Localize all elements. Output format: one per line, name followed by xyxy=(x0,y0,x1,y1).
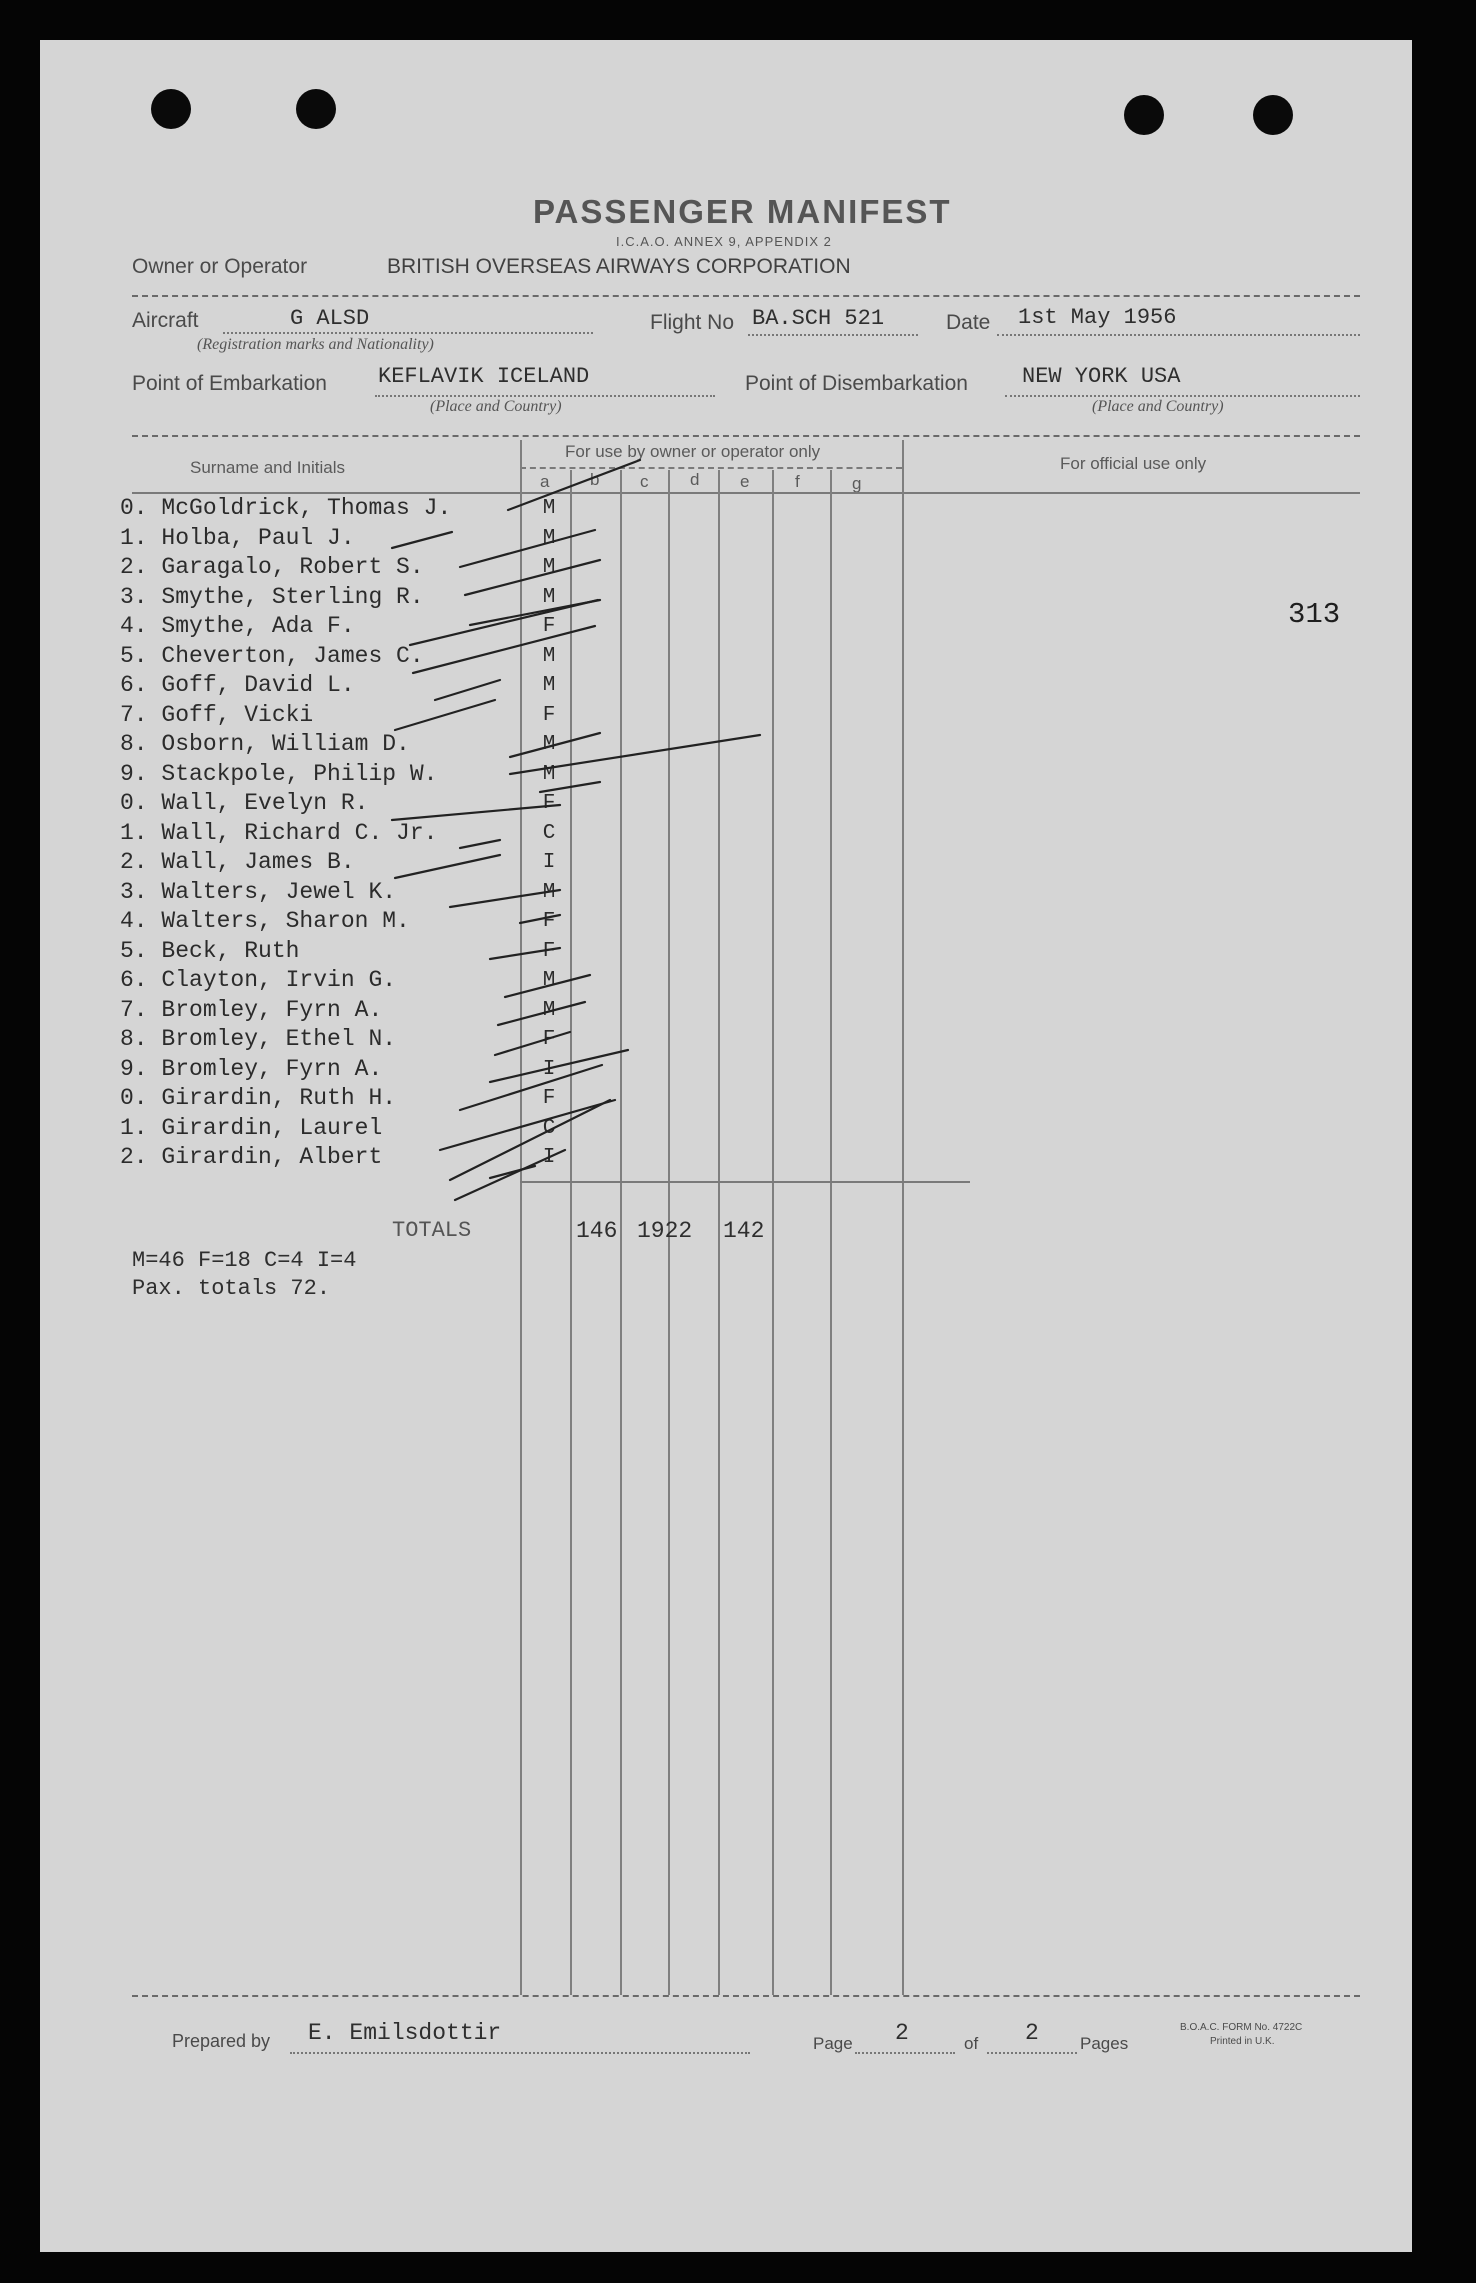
passenger-class: M xyxy=(542,999,556,1022)
passenger-row: 1. Holba, Paul J. xyxy=(120,525,355,551)
passenger-row: 2. Wall, James B. xyxy=(120,849,355,875)
passenger-class: M xyxy=(542,645,556,668)
embarkation-note: (Place and Country) xyxy=(430,398,562,415)
passenger-row: 5. Beck, Ruth xyxy=(120,938,300,964)
passenger-row: 8. Osborn, William D. xyxy=(120,731,410,757)
col-letter-f: f xyxy=(795,472,800,491)
date-value: 1st May 1956 xyxy=(1018,305,1177,330)
handwritten-check-marks xyxy=(40,40,1412,2252)
form-title: PASSENGER MANIFEST xyxy=(533,193,952,230)
embarkation-value: KEFLAVIK ICELAND xyxy=(378,364,590,389)
flight-label: Flight No xyxy=(650,311,735,334)
aircraft-note: (Registration marks and Nationality) xyxy=(197,336,434,353)
col-letter-b: b xyxy=(590,470,600,489)
passenger-class: C xyxy=(542,1117,556,1140)
passenger-class: M xyxy=(542,969,556,992)
passenger-class: C xyxy=(542,822,556,845)
passenger-class: M xyxy=(542,497,556,520)
passenger-row: 3. Smythe, Sterling R. xyxy=(120,584,424,610)
flight-value: BA.SCH 521 xyxy=(752,306,885,331)
manifest-sheet xyxy=(40,40,1412,2252)
of-label: of xyxy=(964,2034,979,2053)
disembarkation-label: Point of Disembarkation xyxy=(745,372,968,395)
passenger-row: 3. Walters, Jewel K. xyxy=(120,879,397,905)
official-number: 313 xyxy=(1288,598,1341,631)
passenger-class: F xyxy=(542,704,556,727)
col-letter-c: c xyxy=(640,472,649,491)
passenger-row: 7. Bromley, Fyrn A. xyxy=(120,997,383,1023)
of-value: 2 xyxy=(1025,2020,1039,2046)
passenger-row: 7. Goff, Vicki xyxy=(120,702,314,728)
passenger-row: 0. Girardin, Ruth H. xyxy=(120,1085,397,1111)
totals-d: 142 xyxy=(723,1218,765,1244)
printed-note: Printed in U.K. xyxy=(1210,2036,1275,2047)
passenger-class: F xyxy=(542,1087,556,1110)
passenger-class: I xyxy=(542,851,556,874)
passenger-class: M xyxy=(542,586,556,609)
totals-b: 146 xyxy=(576,1218,618,1244)
disembarkation-note: (Place and Country) xyxy=(1092,398,1224,415)
form-number: B.O.A.C. FORM No. 4722C xyxy=(1180,2022,1303,2033)
passenger-row: 9. Bromley, Fyrn A. xyxy=(120,1056,383,1082)
passenger-row: 4. Smythe, Ada F. xyxy=(120,613,355,639)
passenger-row: 1. Wall, Richard C. Jr. xyxy=(120,820,438,846)
passenger-class: M xyxy=(542,733,556,756)
passenger-class: F xyxy=(542,1028,556,1051)
col-letter-e: e xyxy=(740,472,750,491)
passenger-class: I xyxy=(542,1146,556,1169)
prepared-value: E. Emilsdottir xyxy=(308,2020,502,2046)
passenger-class: F xyxy=(542,940,556,963)
passenger-row: 2. Girardin, Albert xyxy=(120,1144,383,1170)
embarkation-label: Point of Embarkation xyxy=(132,372,327,395)
page-value: 2 xyxy=(895,2020,909,2046)
passenger-row: 0. McGoldrick, Thomas J. xyxy=(120,495,452,521)
class-summary: M=46 F=18 C=4 I=4 xyxy=(132,1248,357,1273)
passenger-class: M xyxy=(542,527,556,550)
passenger-row: 6. Goff, David L. xyxy=(120,672,355,698)
col-letter-d: d xyxy=(690,470,700,489)
passenger-class: F xyxy=(542,910,556,933)
passenger-class: M xyxy=(542,881,556,904)
totals-c: 1922 xyxy=(637,1218,693,1244)
owner-label: Owner or Operator xyxy=(132,255,308,278)
surname-header: Surname and Initials xyxy=(190,458,345,477)
owner-value: BRITISH OVERSEAS AIRWAYS CORPORATION xyxy=(387,255,851,278)
date-label: Date xyxy=(946,311,991,334)
page-label: Page xyxy=(813,2034,853,2053)
passenger-class: F xyxy=(542,615,556,638)
col-letter-g: g xyxy=(852,474,862,493)
footer-rule xyxy=(132,1995,1360,1997)
prepared-label: Prepared by xyxy=(172,2031,271,2051)
col-letter-a: a xyxy=(540,472,550,491)
passenger-class: F xyxy=(542,792,556,815)
passenger-class: M xyxy=(542,674,556,697)
passenger-row: 5. Cheverton, James C. xyxy=(120,643,424,669)
pax-totals: Pax. totals 72. xyxy=(132,1276,331,1301)
operator-header: For use by owner or operator only xyxy=(565,442,821,461)
passenger-row: 4. Walters, Sharon M. xyxy=(120,908,410,934)
disembarkation-value: NEW YORK USA xyxy=(1022,364,1181,389)
passenger-row: 8. Bromley, Ethel N. xyxy=(120,1026,397,1052)
official-header: For official use only xyxy=(1060,454,1207,473)
passenger-row: 0. Wall, Evelyn R. xyxy=(120,790,369,816)
passenger-class: M xyxy=(542,763,556,786)
aircraft-label: Aircraft xyxy=(132,309,199,332)
passenger-row: 1. Girardin, Laurel xyxy=(120,1115,383,1141)
totals-label: TOTALS xyxy=(392,1218,472,1243)
passenger-row: 2. Garagalo, Robert S. xyxy=(120,554,424,580)
rows-end-rule xyxy=(520,1181,970,1183)
passenger-class: I xyxy=(542,1058,556,1081)
passenger-row: 6. Clayton, Irvin G. xyxy=(120,967,397,993)
pages-label: Pages xyxy=(1080,2034,1129,2053)
passenger-class: M xyxy=(542,556,556,579)
form-subtitle: I.C.A.O. ANNEX 9, APPENDIX 2 xyxy=(616,234,832,249)
passenger-row: 9. Stackpole, Philip W. xyxy=(120,761,438,787)
aircraft-value: G ALSD xyxy=(290,306,370,331)
